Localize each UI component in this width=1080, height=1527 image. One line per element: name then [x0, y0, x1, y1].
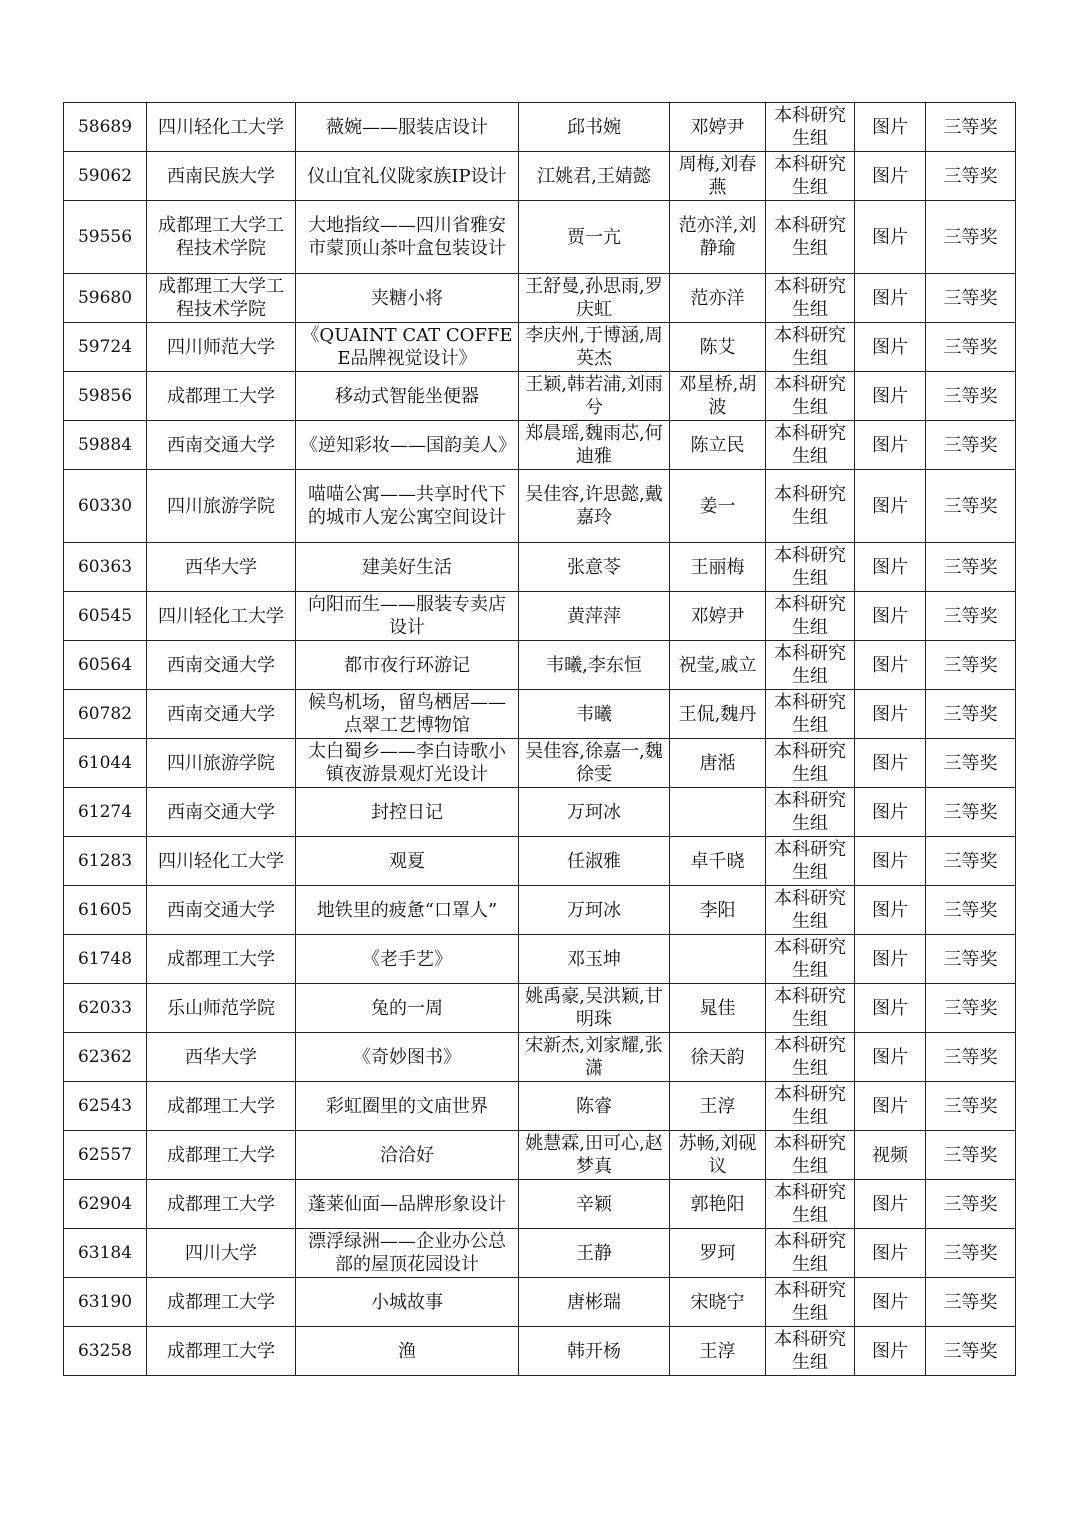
entry-id-cell: 61605	[64, 886, 147, 935]
work-type-cell: 图片	[855, 1229, 926, 1278]
work-type-cell: 图片	[855, 984, 926, 1033]
work-type-cell: 图片	[855, 1180, 926, 1229]
award-cell: 三等奖	[926, 1033, 1016, 1082]
work-type-cell: 图片	[855, 690, 926, 739]
table-row	[64, 1131, 1016, 1180]
award-cell: 三等奖	[926, 1131, 1016, 1180]
award-cell: 三等奖	[926, 1180, 1016, 1229]
awards-table-body	[64, 103, 1016, 1376]
entry-id-cell: 61274	[64, 788, 147, 837]
students-cell: 唐彬瑞	[519, 1278, 670, 1327]
table-row	[64, 837, 1016, 886]
entry-id-cell: 59556	[64, 201, 147, 274]
school-cell: 四川大学	[147, 1229, 296, 1278]
award-cell: 三等奖	[926, 592, 1016, 641]
award-cell: 三等奖	[926, 103, 1016, 152]
table-row	[64, 543, 1016, 592]
work-type-cell: 图片	[855, 592, 926, 641]
work-title-cell: 兔的一周	[296, 984, 519, 1033]
entry-id-cell: 60545	[64, 592, 147, 641]
work-title-cell: 《老手艺》	[296, 935, 519, 984]
award-cell: 三等奖	[926, 935, 1016, 984]
work-title-cell: 大地指纹——四川省雅安市蒙顶山茶叶盒包装设计	[296, 201, 519, 274]
award-cell: 三等奖	[926, 372, 1016, 421]
school-cell: 西南交通大学	[147, 421, 296, 470]
advisor-cell: 苏畅,刘砚议	[670, 1131, 766, 1180]
work-type-cell: 图片	[855, 1278, 926, 1327]
work-title-cell: 仪山宜礼仪陇家族IP设计	[296, 152, 519, 201]
entry-id-cell: 59724	[64, 323, 147, 372]
students-cell: 郑晨瑶,魏雨芯,何迪雅	[519, 421, 670, 470]
school-cell: 西南交通大学	[147, 886, 296, 935]
advisor-cell: 宋晓宁	[670, 1278, 766, 1327]
school-cell: 成都理工大学	[147, 935, 296, 984]
group-cell: 本科研究生组	[766, 1327, 855, 1376]
school-cell: 四川轻化工大学	[147, 103, 296, 152]
group-cell: 本科研究生组	[766, 935, 855, 984]
work-type-cell: 图片	[855, 103, 926, 152]
entry-id-cell: 62904	[64, 1180, 147, 1229]
school-cell: 西南民族大学	[147, 152, 296, 201]
work-title-cell: 太白蜀乡——李白诗歌小镇夜游景观灯光设计	[296, 739, 519, 788]
work-type-cell: 图片	[855, 1033, 926, 1082]
advisor-cell: 徐天韵	[670, 1033, 766, 1082]
work-title-cell: 漂浮绿洲——企业办公总部的屋顶花园设计	[296, 1229, 519, 1278]
award-cell: 三等奖	[926, 641, 1016, 690]
students-cell: 宋新杰,刘家耀,张潇	[519, 1033, 670, 1082]
table-row	[64, 421, 1016, 470]
group-cell: 本科研究生组	[766, 886, 855, 935]
students-cell: 韦曦,李东恒	[519, 641, 670, 690]
students-cell: 任淑雅	[519, 837, 670, 886]
work-title-cell: 向阳而生——服装专卖店设计	[296, 592, 519, 641]
students-cell: 姚慧霖,田可心,赵梦真	[519, 1131, 670, 1180]
table-row	[64, 201, 1016, 274]
entry-id-cell: 58689	[64, 103, 147, 152]
work-type-cell: 视频	[855, 1131, 926, 1180]
table-row	[64, 470, 1016, 543]
table-row	[64, 739, 1016, 788]
advisor-cell: 周梅,刘春燕	[670, 152, 766, 201]
work-type-cell: 图片	[855, 470, 926, 543]
table-row	[64, 1229, 1016, 1278]
group-cell: 本科研究生组	[766, 837, 855, 886]
group-cell: 本科研究生组	[766, 1131, 855, 1180]
work-type-cell: 图片	[855, 152, 926, 201]
work-type-cell: 图片	[855, 372, 926, 421]
students-cell: 吴佳容,徐嘉一,魏徐雯	[519, 739, 670, 788]
advisor-cell: 卓千晓	[670, 837, 766, 886]
group-cell: 本科研究生组	[766, 788, 855, 837]
group-cell: 本科研究生组	[766, 274, 855, 323]
advisor-cell: 李阳	[670, 886, 766, 935]
work-type-cell: 图片	[855, 886, 926, 935]
work-title-cell: 都市夜行环游记	[296, 641, 519, 690]
group-cell: 本科研究生组	[766, 201, 855, 274]
award-cell: 三等奖	[926, 1327, 1016, 1376]
school-cell: 成都理工大学	[147, 1180, 296, 1229]
table-row	[64, 323, 1016, 372]
entry-id-cell: 61283	[64, 837, 147, 886]
advisor-cell	[670, 935, 766, 984]
work-title-cell: 建美好生活	[296, 543, 519, 592]
group-cell: 本科研究生组	[766, 592, 855, 641]
group-cell: 本科研究生组	[766, 323, 855, 372]
advisor-cell: 姜一	[670, 470, 766, 543]
work-title-cell: 夹糖小将	[296, 274, 519, 323]
work-type-cell: 图片	[855, 935, 926, 984]
group-cell: 本科研究生组	[766, 103, 855, 152]
award-cell: 三等奖	[926, 152, 1016, 201]
students-cell: 姚禹豪,吴洪颖,甘明珠	[519, 984, 670, 1033]
students-cell: 江姚君,王婧懿	[519, 152, 670, 201]
award-cell: 三等奖	[926, 690, 1016, 739]
students-cell: 王舒曼,孙思雨,罗庆虹	[519, 274, 670, 323]
entry-id-cell: 63184	[64, 1229, 147, 1278]
students-cell: 邱书婉	[519, 103, 670, 152]
entry-id-cell: 59680	[64, 274, 147, 323]
table-row	[64, 788, 1016, 837]
school-cell: 成都理工大学	[147, 1327, 296, 1376]
school-cell: 西南交通大学	[147, 641, 296, 690]
work-type-cell: 图片	[855, 543, 926, 592]
students-cell: 李庆州,于博涵,周英杰	[519, 323, 670, 372]
award-cell: 三等奖	[926, 886, 1016, 935]
school-cell: 成都理工大学工程技术学院	[147, 274, 296, 323]
school-cell: 成都理工大学	[147, 1082, 296, 1131]
advisor-cell: 王丽梅	[670, 543, 766, 592]
entry-id-cell: 62362	[64, 1033, 147, 1082]
table-row	[64, 886, 1016, 935]
table-row	[64, 1278, 1016, 1327]
award-cell: 三等奖	[926, 421, 1016, 470]
students-cell: 陈睿	[519, 1082, 670, 1131]
work-type-cell: 图片	[855, 837, 926, 886]
work-type-cell: 图片	[855, 788, 926, 837]
group-cell: 本科研究生组	[766, 470, 855, 543]
advisor-cell: 范亦洋,刘静瑜	[670, 201, 766, 274]
students-cell: 韦曦	[519, 690, 670, 739]
entry-id-cell: 62543	[64, 1082, 147, 1131]
work-type-cell: 图片	[855, 739, 926, 788]
students-cell: 张意苓	[519, 543, 670, 592]
award-cell: 三等奖	[926, 788, 1016, 837]
work-title-cell: 洽洽好	[296, 1131, 519, 1180]
table-row	[64, 1082, 1016, 1131]
group-cell: 本科研究生组	[766, 1033, 855, 1082]
work-title-cell: 候鸟机场，留鸟栖居——点翠工艺博物馆	[296, 690, 519, 739]
group-cell: 本科研究生组	[766, 421, 855, 470]
students-cell: 邓玉坤	[519, 935, 670, 984]
students-cell: 辛颖	[519, 1180, 670, 1229]
group-cell: 本科研究生组	[766, 152, 855, 201]
work-title-cell: 《奇妙图书》	[296, 1033, 519, 1082]
table-row	[64, 690, 1016, 739]
students-cell: 吴佳容,许思懿,戴嘉玲	[519, 470, 670, 543]
table-row	[64, 984, 1016, 1033]
award-cell: 三等奖	[926, 837, 1016, 886]
school-cell: 乐山师范学院	[147, 984, 296, 1033]
work-title-cell: 薇婉——服装店设计	[296, 103, 519, 152]
group-cell: 本科研究生组	[766, 690, 855, 739]
award-cell: 三等奖	[926, 323, 1016, 372]
group-cell: 本科研究生组	[766, 984, 855, 1033]
table-row	[64, 1327, 1016, 1376]
work-type-cell: 图片	[855, 641, 926, 690]
advisor-cell: 陈艾	[670, 323, 766, 372]
school-cell: 四川师范大学	[147, 323, 296, 372]
entry-id-cell: 59062	[64, 152, 147, 201]
advisor-cell: 祝莹,戚立	[670, 641, 766, 690]
group-cell: 本科研究生组	[766, 543, 855, 592]
advisor-cell: 范亦洋	[670, 274, 766, 323]
students-cell: 万珂冰	[519, 886, 670, 935]
school-cell: 四川旅游学院	[147, 739, 296, 788]
students-cell: 王静	[519, 1229, 670, 1278]
work-title-cell: 地铁里的疲惫“口罩人”	[296, 886, 519, 935]
school-cell: 成都理工大学工程技术学院	[147, 201, 296, 274]
entry-id-cell: 60782	[64, 690, 147, 739]
advisor-cell: 邓婷尹	[670, 103, 766, 152]
table-row	[64, 641, 1016, 690]
advisor-cell: 邓婷尹	[670, 592, 766, 641]
entry-id-cell: 61044	[64, 739, 147, 788]
advisor-cell: 罗珂	[670, 1229, 766, 1278]
work-title-cell: 《QUAINT CAT COFFEE品牌视觉设计》	[296, 323, 519, 372]
group-cell: 本科研究生组	[766, 739, 855, 788]
students-cell: 王颖,韩若浦,刘雨兮	[519, 372, 670, 421]
entry-id-cell: 62033	[64, 984, 147, 1033]
work-type-cell: 图片	[855, 1327, 926, 1376]
entry-id-cell: 62557	[64, 1131, 147, 1180]
work-title-cell: 蓬莱仙面—品牌形象设计	[296, 1180, 519, 1229]
entry-id-cell: 63258	[64, 1327, 147, 1376]
award-cell: 三等奖	[926, 543, 1016, 592]
table-row	[64, 592, 1016, 641]
students-cell: 韩开杨	[519, 1327, 670, 1376]
work-title-cell: 渔	[296, 1327, 519, 1376]
school-cell: 西南交通大学	[147, 690, 296, 739]
table-row	[64, 152, 1016, 201]
work-title-cell: 小城故事	[296, 1278, 519, 1327]
students-cell: 贾一亢	[519, 201, 670, 274]
school-cell: 成都理工大学	[147, 1131, 296, 1180]
award-cell: 三等奖	[926, 1229, 1016, 1278]
work-title-cell: 移动式智能坐便器	[296, 372, 519, 421]
entry-id-cell: 60330	[64, 470, 147, 543]
table-row	[64, 274, 1016, 323]
entry-id-cell: 60564	[64, 641, 147, 690]
table-row	[64, 103, 1016, 152]
school-cell: 西南交通大学	[147, 788, 296, 837]
group-cell: 本科研究生组	[766, 1082, 855, 1131]
group-cell: 本科研究生组	[766, 372, 855, 421]
group-cell: 本科研究生组	[766, 1278, 855, 1327]
work-type-cell: 图片	[855, 274, 926, 323]
entry-id-cell: 61748	[64, 935, 147, 984]
work-type-cell: 图片	[855, 201, 926, 274]
work-title-cell: 观夏	[296, 837, 519, 886]
work-title-cell: 彩虹圈里的文庙世界	[296, 1082, 519, 1131]
advisor-cell: 王淳	[670, 1082, 766, 1131]
school-cell: 四川轻化工大学	[147, 837, 296, 886]
entry-id-cell: 60363	[64, 543, 147, 592]
students-cell: 黄萍萍	[519, 592, 670, 641]
award-cell: 三等奖	[926, 201, 1016, 274]
advisor-cell: 邓星桥,胡波	[670, 372, 766, 421]
advisor-cell: 王淳	[670, 1327, 766, 1376]
entry-id-cell: 59856	[64, 372, 147, 421]
work-type-cell: 图片	[855, 421, 926, 470]
award-cell: 三等奖	[926, 274, 1016, 323]
advisor-cell	[670, 788, 766, 837]
work-title-cell: 封控日记	[296, 788, 519, 837]
group-cell: 本科研究生组	[766, 1180, 855, 1229]
awards-table	[63, 102, 1016, 1376]
school-cell: 四川轻化工大学	[147, 592, 296, 641]
school-cell: 成都理工大学	[147, 372, 296, 421]
work-title-cell: 喵喵公寓——共享时代下的城市人宠公寓空间设计	[296, 470, 519, 543]
table-row	[64, 1180, 1016, 1229]
advisor-cell: 唐湉	[670, 739, 766, 788]
entry-id-cell: 59884	[64, 421, 147, 470]
award-cell: 三等奖	[926, 984, 1016, 1033]
group-cell: 本科研究生组	[766, 641, 855, 690]
table-row	[64, 1033, 1016, 1082]
school-cell: 西华大学	[147, 1033, 296, 1082]
advisor-cell: 郭艳阳	[670, 1180, 766, 1229]
advisor-cell: 晁佳	[670, 984, 766, 1033]
group-cell: 本科研究生组	[766, 1229, 855, 1278]
students-cell: 万珂冰	[519, 788, 670, 837]
work-title-cell: 《逆知彩妆——国韵美人》	[296, 421, 519, 470]
school-cell: 四川旅游学院	[147, 470, 296, 543]
school-cell: 西华大学	[147, 543, 296, 592]
award-cell: 三等奖	[926, 1082, 1016, 1131]
work-type-cell: 图片	[855, 1082, 926, 1131]
table-row	[64, 935, 1016, 984]
work-type-cell: 图片	[855, 323, 926, 372]
entry-id-cell: 63190	[64, 1278, 147, 1327]
advisor-cell: 王侃,魏丹	[670, 690, 766, 739]
table-row	[64, 372, 1016, 421]
advisor-cell: 陈立民	[670, 421, 766, 470]
award-cell: 三等奖	[926, 739, 1016, 788]
award-cell: 三等奖	[926, 1278, 1016, 1327]
school-cell: 成都理工大学	[147, 1278, 296, 1327]
award-cell: 三等奖	[926, 470, 1016, 543]
